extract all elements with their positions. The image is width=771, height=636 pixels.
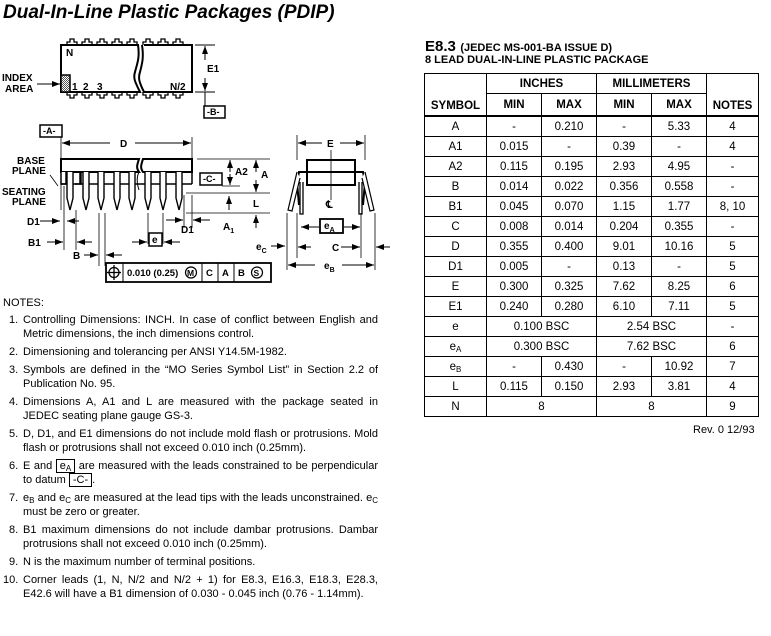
table-row: D1 0.005 - 0.13 - 5	[425, 257, 759, 277]
datum-ref-b: B	[238, 268, 245, 279]
a2-dimension-label: A2	[235, 167, 248, 178]
note-8: 8. B1 maximum dimensions do not include dambar protrusions. Dambar protrusions shall not exceed 0.010 inch (0.25mm).	[9, 524, 378, 550]
table-row: e 0.100 BSC 2.54 BSC -	[425, 317, 759, 337]
side-view	[2, 125, 285, 266]
header-millimeters: MILLIMETERS	[597, 74, 707, 94]
pin-n-label: N	[66, 48, 74, 59]
datum-b: -B-	[207, 107, 220, 117]
c-dimension-label: C	[332, 243, 340, 254]
table-row: D 0.355 0.400 9.01 10.16 5	[425, 237, 759, 257]
datum-ref-a: A	[222, 268, 229, 279]
table-row: N 8 8 9	[425, 397, 759, 417]
d1-right-label: D1	[181, 225, 194, 236]
note-4: 4. Dimensions A, A1 and L are measured with the package seated in JEDEC seating plane gauge GS-3.	[9, 396, 378, 422]
package-drawing	[0, 30, 420, 290]
header-inches: INCHES	[487, 74, 597, 94]
table-row: B1 0.045 0.070 1.15 1.77 8, 10	[425, 197, 759, 217]
a1-dimension-label: $A_1$	[223, 222, 235, 235]
table-row: A - 0.210 - 5.33 4	[425, 116, 759, 137]
rfs-modifier: S	[253, 268, 260, 278]
a-dimension-label: A	[261, 170, 269, 181]
tolerance-value: 0.010 (0.25)	[127, 268, 179, 279]
d1-left-label: D1	[27, 217, 40, 228]
table-row: L 0.115 0.150 2.93 3.81 4	[425, 377, 759, 397]
table-row: A1 0.015 - 0.39 - 4	[425, 137, 759, 157]
d-dimension-label: D	[120, 139, 128, 150]
tolerance-frame	[106, 263, 271, 282]
svg-text:AREA: AREA	[5, 84, 34, 95]
datum-c: -C-	[203, 174, 216, 184]
table-row: A2 0.115 0.195 2.93 4.95 -	[425, 157, 759, 177]
notes-heading: NOTES:	[3, 297, 44, 309]
top-view	[2, 39, 225, 118]
header-mm-max: MAX	[652, 94, 707, 117]
l-dimension-label: L	[253, 199, 260, 210]
note-6: 6. E and $e_A$ are measured with the leads constrained to be perpendicular to datum -C- .	[9, 460, 378, 486]
header-in-min: MIN	[487, 94, 542, 117]
table-row: $e_A$ 0.300 BSC 7.62 BSC 6	[425, 337, 759, 357]
note-9: 9. N is the maximum number of terminal positions.	[9, 556, 256, 568]
mmc-modifier: M	[187, 268, 195, 278]
svg-text:PLANE: PLANE	[12, 166, 46, 177]
table-row: $e_B$ - 0.430 - 10.92 7	[425, 357, 759, 377]
note-1: 1. Controlling Dimensions: INCH. In case of conflict between English and Metric dimensions, the inch dimensions control.	[9, 314, 378, 340]
e-pitch-label: e	[152, 235, 158, 246]
base-plane-label: BASE	[17, 156, 45, 167]
b1-label: B1	[28, 238, 41, 249]
e1-dimension-label: E1	[207, 64, 220, 75]
datum-ref-c: C	[206, 268, 213, 279]
table-row: B 0.014 0.022 0.356 0.558 -	[425, 177, 759, 197]
ec-label: $e_C$	[256, 242, 267, 255]
table-row: E 0.300 0.325 7.62 8.25 6	[425, 277, 759, 297]
note-3: 3. Symbols are defined in the “MO Series Symbol List” in Section 2.2 of Publication No. 95.	[9, 364, 378, 390]
datum-a: -A-	[43, 126, 56, 136]
centerline-symbol: ℄	[326, 200, 333, 211]
package-code: E8.3	[425, 38, 456, 55]
datum-c-boxed: -C-	[69, 473, 92, 487]
ea-label: $e_A$	[324, 221, 335, 234]
pin-3-label: 3	[97, 82, 103, 93]
header-notes: NOTES	[707, 74, 759, 117]
table-row: C 0.008 0.014 0.204 0.355 -	[425, 217, 759, 237]
package-subtitle: 8 LEAD DUAL-IN-LINE PLASTIC PACKAGE	[425, 54, 649, 66]
revision-label: Rev. 0 12/93	[693, 424, 755, 436]
pin-n2-label: N/2	[170, 82, 186, 93]
note-7: 7. $e_B$ and $e_C$ are measured at the lead tips with the leads unconstrained. $e_C$ must be zero or greater.	[9, 492, 378, 518]
svg-text:PLANE: PLANE	[12, 197, 46, 208]
dimensions-table	[424, 73, 759, 417]
page-title: Dual-In-Line Plastic Packages (PDIP)	[3, 2, 335, 23]
end-view	[287, 135, 390, 274]
table-row: E1 0.240 0.280 6.10 7.11 5	[425, 297, 759, 317]
b-label: B	[73, 251, 81, 262]
ea-boxed-symbol: $e_A$	[56, 459, 75, 473]
e-dimension-label: E	[327, 139, 334, 150]
jedec-reference: (JEDEC MS-001-BA ISSUE D)	[460, 42, 613, 54]
header-symbol: SYMBOL	[425, 74, 487, 117]
pin-2-label: 2	[83, 82, 89, 93]
index-area-label: INDEX	[2, 73, 33, 84]
note-2: 2. Dimensioning and tolerancing per ANSI Y14.5M-1982.	[9, 346, 287, 358]
note-5: 5. D, D1, and E1 dimensions do not include mold flash or protrusions. Mold flash or protrusions shall not exceed 0.010 inch (0.25mm).	[9, 428, 378, 454]
header-in-max: MAX	[542, 94, 597, 117]
notes-section	[3, 296, 378, 605]
note-10: 10. Corner leads (1, N, N/2 and N/2 + 1) for E8.3, E16.3, E18.3, E28.3, E42.6 will have a B1 dimension of 0.030 - 0.045 inch (0.76 - 1.14mm).	[3, 574, 378, 600]
header-mm-min: MIN	[597, 94, 652, 117]
pin-1-label: 1	[72, 82, 78, 93]
eb-label: $e_B$	[324, 261, 335, 274]
seating-plane-label: SEATING	[2, 187, 46, 198]
